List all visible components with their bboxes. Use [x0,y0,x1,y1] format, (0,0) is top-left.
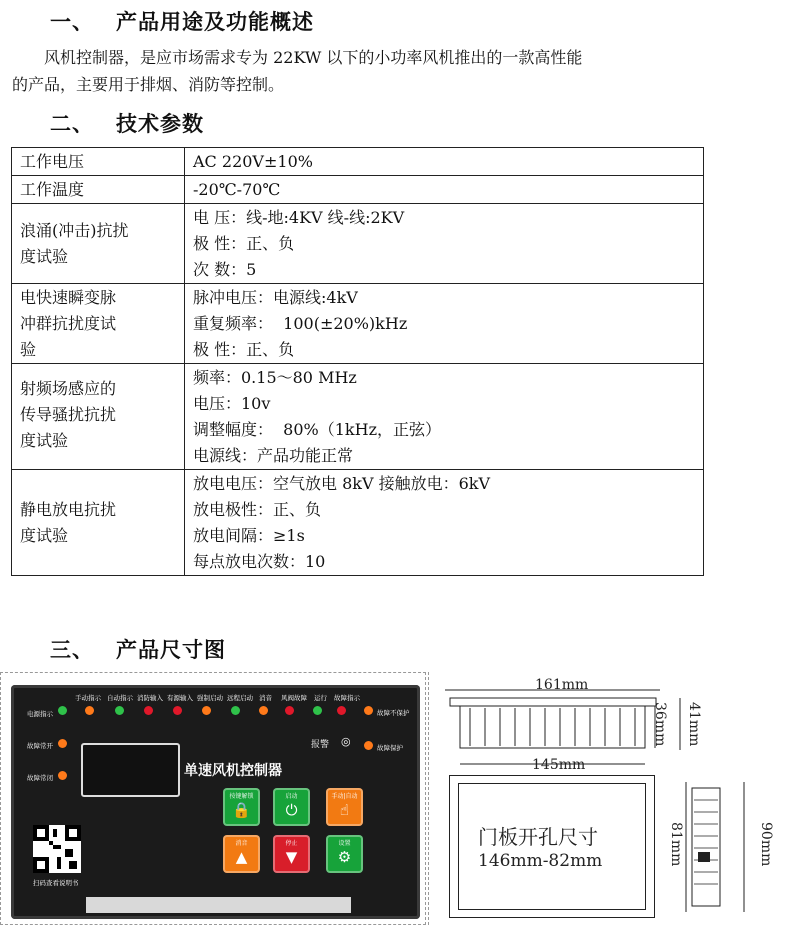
unlock-button[interactable]: 按键解锁 🔒 [223,788,260,826]
led-indicator [85,706,94,715]
led-indicator [259,706,268,715]
intro-paragraph [12,44,712,98]
dimension-label: 81mm [668,822,684,867]
stop-icon: ▼ [285,848,298,866]
spec-key: 工作电压 [12,148,185,176]
side-profile-drawing [680,778,760,918]
alarm-label: 报警 [311,740,330,750]
led-indicator [231,706,240,715]
section-title: 产品尺寸图 [116,638,226,662]
led-indicator [58,739,67,748]
spec-value: 脉冲电压：电源线:4kV 重复频率： 100(±20%)kHz 极 性：正、负 [185,284,704,364]
spec-value: AC 220V±10% [185,148,704,176]
dimension-label: 145mm [532,757,586,773]
led-indicator [313,706,322,715]
led-label: 运行 [314,694,327,702]
spec-table [11,147,704,576]
led-label: 故障常闭 [27,774,53,782]
table-row [12,204,704,284]
led-indicator [58,706,67,715]
led-indicator [173,706,182,715]
table-row [12,364,704,470]
mute-button[interactable]: 消音 ▲ [223,835,260,873]
section-number: 三、 [50,638,94,662]
cutout-outline [449,775,655,918]
led-indicator [115,706,124,715]
section-number: 一、 [50,10,94,34]
qr-code [33,825,81,873]
led-label: 风阀故障 [281,694,307,702]
dimension-label: 161mm [535,677,589,693]
spec-key: 射频场感应的 传导骚扰抗扰 度试验 [12,364,185,470]
product-photo-frame [0,672,426,925]
section-heading-3 [50,634,226,664]
spec-value: 放电电压：空气放电 8kV 接触放电：6kV 放电极性：正、负 放电间隔：≥1s 每点放电次数：10 [185,470,704,576]
led-label: 手动指示 [75,694,101,702]
led-label: 故障不保护 [377,709,410,717]
spec-value: 电 压：线-地:4KV 线-线:2KV 极 性：正、负 次 数：5 [185,204,704,284]
led-indicator [337,706,346,715]
led-label: 自动指示 [107,694,133,702]
power-icon: ⏻ [285,801,298,819]
intro-line: 的产品，主要用于排烟、消防等控制。 [12,75,285,94]
cutout-title: 门板开孔尺寸 [478,825,598,849]
led-label: 故障常开 [27,742,53,750]
led-label: 远程启动 [227,694,253,702]
lcd-display [81,743,180,797]
device-title: 单速风机控制器 [184,763,282,779]
led-label: 消音 [259,694,272,702]
cutout-size: 146mm-82mm [478,851,603,871]
led-indicator [58,771,67,780]
manual-auto-button[interactable]: 手动|自动 ☝ [326,788,363,826]
led-label: 电源指示 [27,710,53,718]
spec-key: 工作温度 [12,176,185,204]
qr-code-graphic [33,825,81,873]
spec-key: 电快速瞬变脉 冲群抗扰度试 验 [12,284,185,364]
table-row [12,148,704,176]
led-indicator [202,706,211,715]
hand-icon: ☝ [339,801,350,819]
mute-icon: ▲ [235,848,248,866]
led-indicator [364,741,373,750]
table-row [12,284,704,364]
section-title: 产品用途及功能概述 [116,10,314,34]
led-label: 强制启动 [197,694,223,702]
spec-key: 静电放电抗扰 度试验 [12,470,185,576]
spec-value: 频率：0.15～80 MHz 电压：10v 调整幅度： 80%（1kHz，正弦） 电源线：产品功能正常 [185,364,704,470]
led-indicator [285,706,294,715]
buzzer-icon: ◎ [341,735,351,748]
stop-button[interactable]: 停止 ▼ [273,835,310,873]
dimension-label: 36mm [652,702,668,747]
divider [428,672,430,925]
led-label: 消防输入 [137,694,163,702]
settings-button[interactable]: 设置 ⚙ [326,835,363,873]
led-indicator [364,706,373,715]
start-button[interactable]: 启动 ⏻ [273,788,310,826]
section-heading-2 [50,108,204,138]
table-row [12,470,704,576]
lock-icon: 🔒 [232,801,251,819]
section-title: 技术参数 [116,112,204,136]
qr-caption: 扫码查看说明书 [33,879,79,887]
section-heading-1 [50,6,314,36]
led-label: 故障保护 [377,744,403,752]
spec-value: -20℃-70℃ [185,176,704,204]
intro-line: 风机控制器，是应市场需求专为 22KW 以下的小功率风机推出的一款高性能 [44,48,583,67]
table-row [12,176,704,204]
dimension-label: 41mm [686,702,702,747]
section-number: 二、 [50,112,94,136]
dimension-label: 90mm [758,822,774,867]
controller-front-panel [11,685,420,919]
led-label: 故障指示 [334,694,360,702]
led-indicator [144,706,153,715]
spec-key: 浪涌(冲击)抗扰 度试验 [12,204,185,284]
label-strip [86,897,351,913]
led-label: 有源输入 [167,694,193,702]
gear-icon: ⚙ [337,848,352,866]
